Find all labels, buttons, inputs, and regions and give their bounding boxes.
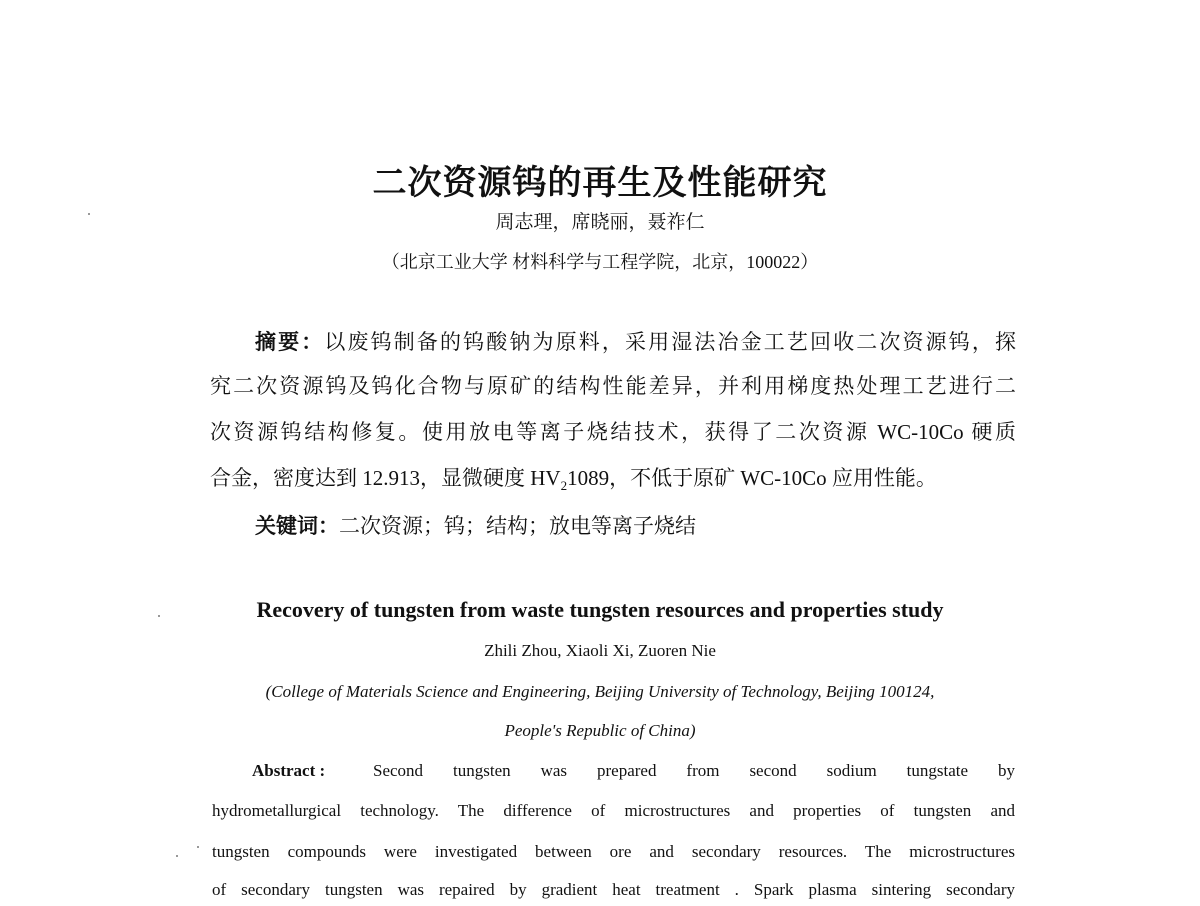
paper-title-en: Recovery of tungsten from waste tungsten resources and properties study	[256, 597, 944, 622]
authors-en: Zhili Zhou, Xiaoli Xi, Zuoren Nie	[484, 641, 716, 660]
keywords-text: 二次资源；钨；结构；放电等离子烧结	[339, 514, 696, 538]
abstract-cn-line-4	[210, 462, 937, 494]
abstract-en-line-3: tungsten compounds were investigated between ore and secondary resources. The microstructures	[212, 842, 1015, 861]
abstract-cn-line-1	[255, 326, 1016, 356]
scan-speck	[197, 846, 199, 848]
abstract-en-line-4: of secondary tungsten was repaired by gradient heat treatment . Spark plasma sintering secondary	[212, 880, 1015, 899]
abstract-cn-text: 1089，不低于原矿 WC-10Co 应用性能。	[567, 466, 937, 490]
scan-speck	[158, 615, 160, 617]
abstract-cn-line-3: 次资源钨结构修复。使用放电等离子烧结技术，获得了二次资源 WC-10Co 硬质	[210, 420, 1016, 444]
abstract-label-cn: 摘要：	[255, 330, 325, 354]
abstract-cn-line-2: 究二次资源钨及钨化合物与原矿的结构性能差异，并利用梯度热处理工艺进行二	[210, 374, 1016, 398]
abstract-cn-text: 合金，密度达到 12.913，显微硬度 HV	[210, 466, 561, 490]
abstract-en-line-2: hydrometallurgical technology. The difference of microstructures and properties of tungsten and	[212, 801, 1015, 820]
keywords-label: 关键词：	[255, 514, 339, 538]
affiliation-en-line-2: People's Republic of China)	[504, 721, 696, 740]
abstract-en-text: Second tungsten was prepared from second sodium tungstate by	[373, 761, 1015, 780]
abstract-label-en: Abstract :	[252, 761, 326, 780]
abstract-cn-text: 以废钨制备的钨酸钠为原料，采用湿法冶金工艺回收二次资源钨，探	[324, 330, 1016, 354]
scan-speck	[88, 213, 90, 215]
affiliation-cn: （北京工业大学 材料科学与工程学院，北京，100022）	[381, 252, 819, 272]
paper-title-cn: 二次资源钨的再生及性能研究	[372, 165, 828, 202]
scan-speck	[176, 855, 178, 857]
subscript: 2	[560, 478, 568, 494]
keywords-cn	[255, 510, 696, 540]
authors-cn: 周志理，席晓丽，聂祚仁	[495, 212, 705, 233]
affiliation-en-line-1: (College of Materials Science and Engineering, Beijing University of Technology, Beijing 100124,	[265, 682, 935, 701]
